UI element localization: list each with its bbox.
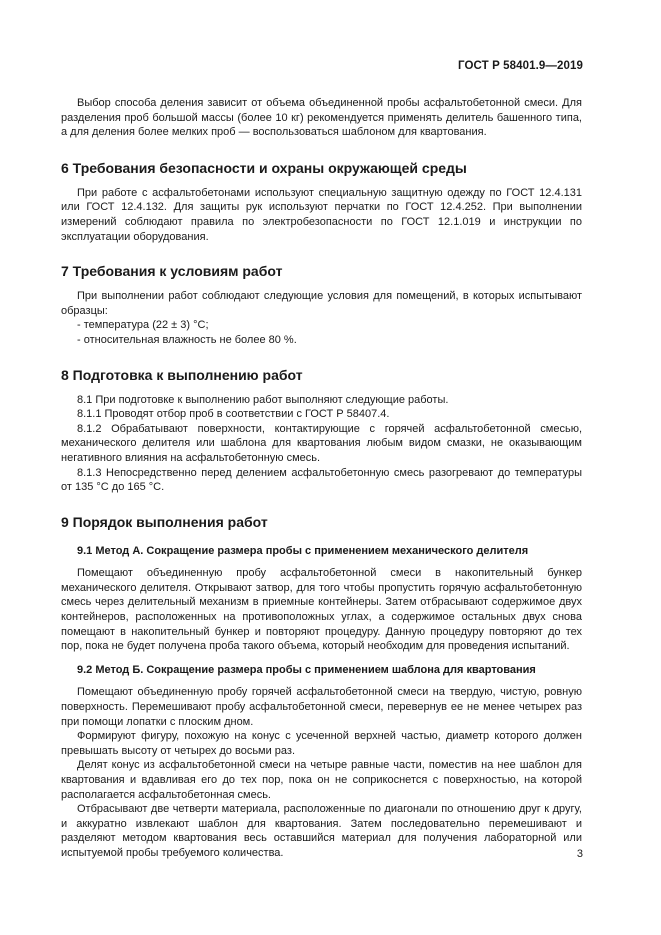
subsection-9-2-paragraph-2: Формируют фигуру, похожую на конус с усеченной верхней частью, диаметр которого должен превышать высоту от четырех до восьми раз. [61,730,582,757]
section-7-paragraph: При выполнении работ соблюдают следующие условия для помещений, в которых испытывают образцы: [61,290,582,317]
section-8-title: 8 Подготовка к выполнению работ [61,366,303,383]
subsection-9-2-paragraph-4: Отбрасывают две четверти материала, расположенные по диагонали по отношению друг к другу, и аккуратно извлекают шаблон для квартования. Затем последовательно перемешивают и разделяют методом квартования весь оставшийся материал для получения лабораторной или испытуемой пробы требуемого количества. [61,803,582,859]
subsection-9-2-paragraph-3: Делят конус из асфальтобетонной смеси на четыре равные части, поместив на нее шаблон для квартования и вдавливая его до тех пор, пока он не соприкоснется с поверхностью, на которой располагается асфальтобетонная смесь. [61,759,582,801]
intro-paragraph: Выбор способа деления зависит от объема объединенной пробы асфальтобетонной смеси. Для разделения проб большой массы (более 10 кг) рекомендуется применять делитель башенного типа, а для деления более мелких проб — воспользоваться шаблоном для квартования. [61,97,582,139]
subsection-9-1-paragraph: Помещают объединенную пробу асфальтобетонной смеси в накопительный бункер механического делителя. Открывают затвор, для того чтобы пропустить горячую асфальтобетонную смесь через делительный механизм в приемные контейнеры. Затем отбрасывают содержимое двух контейнеров, расположенных на противоположных углах, а содержимое остальных двух снова помещают в накопительный бункер и повторяют процедуру. Данную процедуру повторяют до тех пор, пока не будет получена проба такого объема, который необходим для проведения испытаний. [61,567,582,653]
section-8-paragraph-8-1-2: 8.1.2 Обрабатывают поверхности, контактирующие с горячей асфальтобетонной смесью, механического делителя или шаблона для квартования любым видом смазки, не оказывающим негативного влияния на асфальтобетонную смесь. [61,422,582,464]
page-number: 3 [576,848,583,860]
subsection-9-1-title: 9.1 Метод А. Сокращение размера пробы с применением механического делителя [77,544,529,557]
document-header-id: ГОСТ Р 58401.9—2019 [458,60,583,72]
subsection-9-2-title: 9.2 Метод Б. Сокращение размера пробы с применением шаблона для квартования [77,663,536,676]
section-7-item-humidity: - относительная влажность не более 80 %. [77,333,297,346]
section-8-paragraph-8-1: 8.1 При подготовке к выполнению работ выполняют следующие работы. [77,393,449,406]
section-7-title: 7 Требования к условиям работ [61,263,283,280]
section-8-paragraph-8-1-1: 8.1.1 Проводят отбор проб в соответствии с ГОСТ Р 58407.4. [77,408,390,421]
subsection-9-2-paragraph-1: Помещают объединенную пробу горячей асфальтобетонной смеси на твердую, чистую, ровную поверхность. Перемешивают пробу асфальтобетонной смеси, перевернув ее не менее четырех раз при помощи лопатки с плоским дном. [61,686,582,728]
section-8-paragraph-8-1-3: 8.1.3 Непосредственно перед делением асфальтобетонную смесь разогревают до температуры от 135 °C до 165 °C. [61,466,582,494]
section-7-item-temperature: - температура (22 ± 3) °C; [77,319,209,332]
section-9-title: 9 Порядок выполнения работ [61,513,268,530]
section-6-paragraph: При работе с асфальтобетонами используют специальную защитную одежду по ГОСТ 12.4.131 или ГОСТ 12.4.132. Для защиты рук используют перчатки по ГОСТ 12.4.252. При выполнении измерений соблюдают правила по электробезопасности по ГОСТ 12.1.019 и инструкции по эксплуатации оборудования. [61,186,582,243]
document-body [61,96,582,861]
section-6-title: 6 Требования безопасности и охраны окружающей среды [61,159,467,176]
